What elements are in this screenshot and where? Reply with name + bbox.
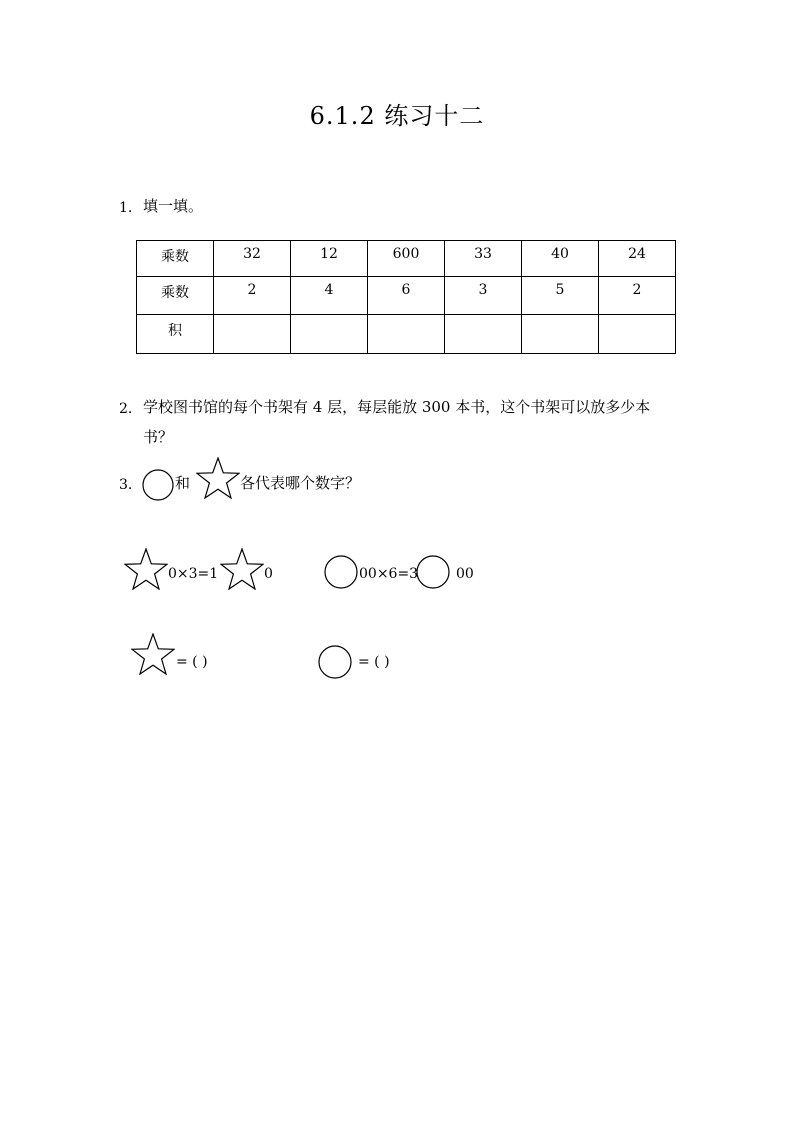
q2-line2: 书？ bbox=[143, 428, 174, 446]
table-row-multiplier-2 bbox=[137, 277, 676, 315]
answer-cell[interactable] bbox=[522, 315, 599, 354]
circle-icon bbox=[318, 645, 352, 679]
table-row-multiplier-1 bbox=[137, 241, 676, 277]
circle-answer-blank[interactable]: = ( ) bbox=[358, 654, 390, 670]
q3-text: 各代表哪个数字？ bbox=[240, 474, 361, 492]
table-cell: 2 bbox=[214, 277, 291, 315]
table-cell: 4 bbox=[291, 277, 368, 315]
table-cell: 3 bbox=[445, 277, 522, 315]
page-title: 6.1.2 练习十二 bbox=[309, 102, 485, 130]
star-equation-left: 0×3=1 bbox=[168, 566, 219, 582]
q3-number: 3. bbox=[119, 477, 133, 493]
table-cell: 5 bbox=[522, 277, 599, 315]
star-icon bbox=[131, 633, 175, 675]
q2-number: 2. bbox=[119, 401, 133, 417]
circle-icon bbox=[416, 555, 450, 589]
circle-equation-left: 00×6=3 bbox=[359, 566, 419, 582]
circle-icon bbox=[324, 555, 358, 589]
table-cell: 2 bbox=[599, 277, 676, 315]
table-cell: 24 bbox=[599, 241, 676, 277]
circle-icon bbox=[142, 469, 174, 501]
q3-connector: 和 bbox=[175, 474, 191, 492]
q1-text: 填一填。 bbox=[143, 197, 204, 215]
multiplication-table bbox=[136, 240, 676, 354]
circle-equation-right: 00 bbox=[456, 566, 474, 582]
answer-cell[interactable] bbox=[445, 315, 522, 354]
row-label: 积 bbox=[137, 315, 214, 354]
table-cell: 40 bbox=[522, 241, 599, 277]
answer-cell[interactable] bbox=[291, 315, 368, 354]
star-icon bbox=[220, 548, 264, 590]
table-cell: 6 bbox=[368, 277, 445, 315]
star-icon bbox=[124, 548, 168, 590]
table-cell: 600 bbox=[368, 241, 445, 277]
q2-line1: 学校图书馆的每个书架有 4 层，每层能放 300 本书，这个书架可以放多少本 bbox=[143, 398, 651, 416]
q1-number: 1. bbox=[119, 200, 133, 216]
table-cell: 33 bbox=[445, 241, 522, 277]
star-equation-right: 0 bbox=[264, 566, 273, 582]
table-row-product bbox=[137, 315, 676, 354]
table-cell: 32 bbox=[214, 241, 291, 277]
answer-cell[interactable] bbox=[214, 315, 291, 354]
table-cell: 12 bbox=[291, 241, 368, 277]
star-icon bbox=[196, 457, 240, 499]
answer-cell[interactable] bbox=[599, 315, 676, 354]
row-label: 乘数 bbox=[137, 277, 214, 315]
star-answer-blank[interactable]: = ( ) bbox=[176, 654, 208, 670]
row-label: 乘数 bbox=[137, 241, 214, 277]
answer-cell[interactable] bbox=[368, 315, 445, 354]
